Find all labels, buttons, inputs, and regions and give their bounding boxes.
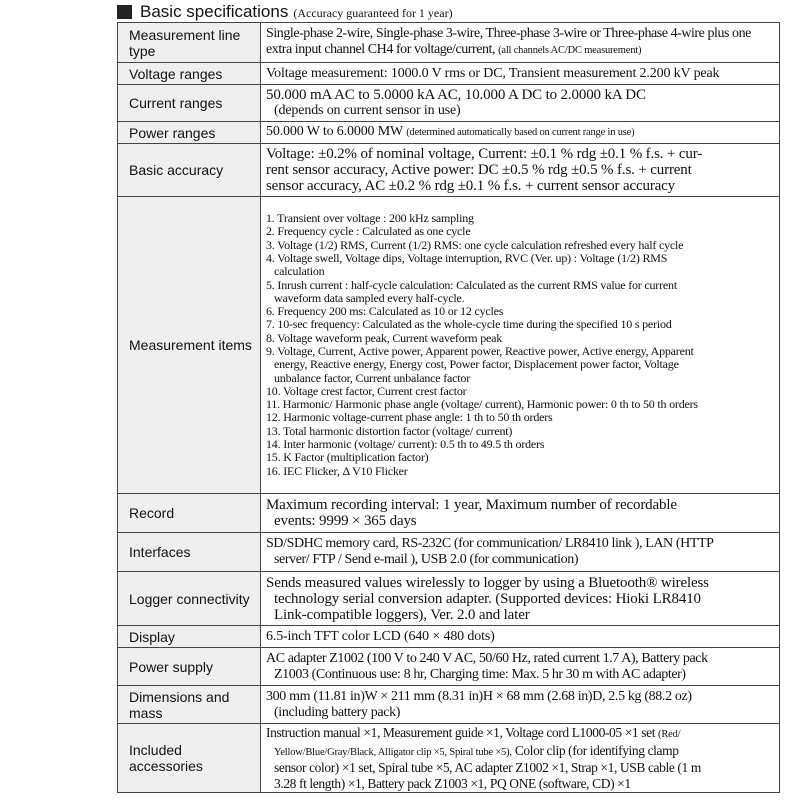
spec-row-voltage-ranges	[118, 63, 780, 85]
spec-row-power-supply	[118, 648, 780, 686]
row-value	[261, 533, 780, 572]
row-label: Current ranges	[118, 85, 261, 122]
section-title: Basic specifications	[140, 2, 289, 21]
measurement-items-list	[261, 197, 780, 494]
value-line: Sends measured values wirelessly to logger by using a Bluetooth® wireless	[266, 574, 709, 591]
value-line	[266, 725, 774, 743]
value-line: SD/SDHC memory card, RS-232C (for communication/ LR8410 link ), LAN (HTTP	[266, 536, 714, 551]
row-label: Interfaces	[118, 533, 261, 572]
row-value	[261, 724, 780, 793]
list-item: 12. Harmonic voltage-current phase angle: 1 th to 50 th orders	[266, 410, 553, 425]
row-value	[261, 144, 780, 197]
row-label: Measurement items	[118, 197, 261, 494]
list-item: 11. Harmonic/ Harmonic phase angle (voltage/ current), Harmonic power: 0 th to 50 th orders	[266, 397, 698, 412]
value-line	[266, 743, 774, 761]
spec-row-interfaces	[118, 533, 780, 572]
list-item: 6. Frequency 200 ms: Calculated as 10 or 12 cycles	[266, 304, 504, 319]
value-line: (including battery pack)	[274, 704, 401, 720]
list-item: 9. Voltage, Current, Active power, Apparent power, Reactive power, Active energy, Apparent	[266, 344, 694, 358]
row-label: Dimensions and mass	[118, 686, 261, 724]
value-note: Yellow/Blue/Gray/Black, Alligator clip ×5, Spiral tube ×5),	[274, 746, 512, 758]
row-value	[261, 494, 780, 533]
value-line: Z1003 (Continuous use: 8 hr, Charging time: Max. 5 hr 30 m with AC adapter)	[274, 666, 686, 682]
value-line: events: 9999 × 365 days	[274, 513, 417, 529]
value-note: (Red/	[658, 729, 681, 740]
list-item: 16. IEC Flicker, Δ V10 Flicker	[266, 463, 408, 478]
value-text: Color clip (for identifying clamp	[514, 742, 679, 758]
section-header	[117, 1, 453, 23]
row-value: Voltage measurement: 1000.0 V rms or DC, Transient measurement 2.200 kV peak	[261, 63, 780, 85]
list-item: 1. Transient over voltage : 200 kHz sampling	[266, 211, 474, 226]
list-item: 7. 10-sec frequency: Calculated as the whole-cycle time during the specified 10 s period	[266, 317, 672, 332]
value-text: Single-phase 2-wire, Single-phase 3-wire, Three-phase 3-wire or Three-phase 4-wire plus one extra input channel CH4 for voltage/current,	[266, 26, 751, 57]
list-item: 15. K Factor (multiplication factor)	[266, 450, 429, 465]
list-item: 5. Inrush current : half-cycle calculation: Calculated as the current RMS value for current	[266, 277, 677, 292]
list-item: 8. Voltage waveform peak, Current waveform peak	[266, 330, 503, 345]
list-item: 14. Inter harmonic (voltage/ current): 0.5 th to 49.5 th orders	[266, 437, 545, 452]
row-value	[261, 648, 780, 686]
row-label: Power supply	[118, 648, 261, 686]
value-line: (depends on current sensor in use)	[274, 103, 461, 118]
list-item: 4. Voltage swell, Voltage dips, Voltage interruption, RVC (Ver. up) : Voltage (1/2) RMS	[266, 250, 668, 265]
row-label: Display	[118, 626, 261, 648]
row-label: Logger connectivity	[118, 572, 261, 626]
square-bullet-icon	[117, 5, 132, 19]
row-value	[261, 122, 780, 144]
list-item: 10. Voltage crest factor, Current crest factor	[266, 383, 467, 398]
list-item-continuation: waveform data sampled every half-cycle.	[274, 290, 465, 305]
value-text: 50.000 W to 6.0000 MW	[266, 124, 403, 139]
value-line: sensor color) ×1 set, Spiral tube ×5, AC adapter Z1002 ×1, Strap ×1, USB cable (1 m	[274, 760, 701, 775]
section-subtitle: (Accuracy guaranteed for 1 year)	[293, 6, 453, 20]
value-line: 3.28 ft length) ×1, Battery pack Z1003 ×1, PQ ONE (software, CD) ×1	[274, 775, 631, 791]
row-value	[261, 686, 780, 724]
value-line: 50.000 mA AC to 5.0000 kA AC, 10.000 A DC to 2.0000 kA DC	[266, 87, 646, 103]
row-label: Voltage ranges	[118, 63, 261, 85]
list-item: 13. Total harmonic distortion factor (voltage/ current)	[266, 423, 513, 438]
spec-row-measurement-line-type	[118, 23, 780, 63]
spec-row-record	[118, 494, 780, 533]
spec-row-current-ranges	[118, 85, 780, 122]
list-item-continuation: energy, Reactive energy, Energy cost, Power factor, Displacement power factor, Voltage	[274, 357, 679, 372]
spec-row-dimensions-and-mass	[118, 686, 780, 724]
list-item: 2. Frequency cycle : Calculated as one cycle	[266, 224, 471, 239]
spec-row-logger-connectivity	[118, 572, 780, 626]
value-note: (determined automatically based on current range in use)	[406, 127, 635, 138]
value-line: rent sensor accuracy, Active power: DC ±0.5 % rdg ±0.5 % f.s. + current	[266, 162, 692, 178]
row-label: Basic accuracy	[118, 144, 261, 197]
spec-row-included-accessories	[118, 724, 780, 793]
value-line: 300 mm (11.81 in)W × 211 mm (8.31 in)H × 68 mm (2.68 in)D, 2.5 kg (88.2 oz)	[266, 688, 692, 704]
spec-table	[117, 22, 780, 793]
value-note: (all channels AC/DC measurement)	[498, 45, 642, 56]
row-label: Included accessories	[118, 724, 261, 793]
spec-row-basic-accuracy	[118, 144, 780, 197]
row-label: Power ranges	[118, 122, 261, 144]
value-line: Voltage: ±0.2% of nominal voltage, Current: ±0.1 % rdg ±0.1 % f.s. + cur-	[266, 146, 703, 162]
value-line: Link-compatible loggers), Ver. 2.0 and later	[274, 606, 530, 623]
row-label: Measurement line type	[118, 23, 261, 63]
list-item: 3. Voltage (1/2) RMS, Current (1/2) RMS: one cycle calculation refreshed every half cycle	[266, 237, 684, 252]
value-line: AC adapter Z1002 (100 V to 240 V AC, 50/60 Hz, rated current 1.7 A), Battery pack	[266, 650, 708, 666]
row-value	[261, 23, 780, 63]
value-line: server/ FTP / Send e-mail ), USB 2.0 (for communication)	[274, 552, 579, 567]
value-text: Instruction manual ×1, Measurement guide ×1, Voltage cord L1000-05 ×1 set	[266, 725, 656, 740]
list-item-continuation: calculation	[274, 264, 325, 279]
row-value	[261, 85, 780, 122]
spec-row-power-ranges	[118, 122, 780, 144]
list-item-continuation: unbalance factor, Current unbalance factor	[274, 370, 471, 385]
row-value: 6.5-inch TFT color LCD (640 × 480 dots)	[261, 626, 780, 648]
spec-row-display	[118, 626, 780, 648]
value-line: technology serial conversion adapter. (Supported devices: Hioki LR8410	[274, 590, 701, 607]
spec-row-measurement-items	[118, 197, 780, 494]
row-label: Record	[118, 494, 261, 533]
value-line: sensor accuracy, AC ±0.2 % rdg ±0.1 % f.s. + current sensor accuracy	[266, 178, 676, 194]
value-line: Maximum recording interval: 1 year, Maximum number of recordable	[266, 497, 677, 513]
row-value	[261, 572, 780, 626]
